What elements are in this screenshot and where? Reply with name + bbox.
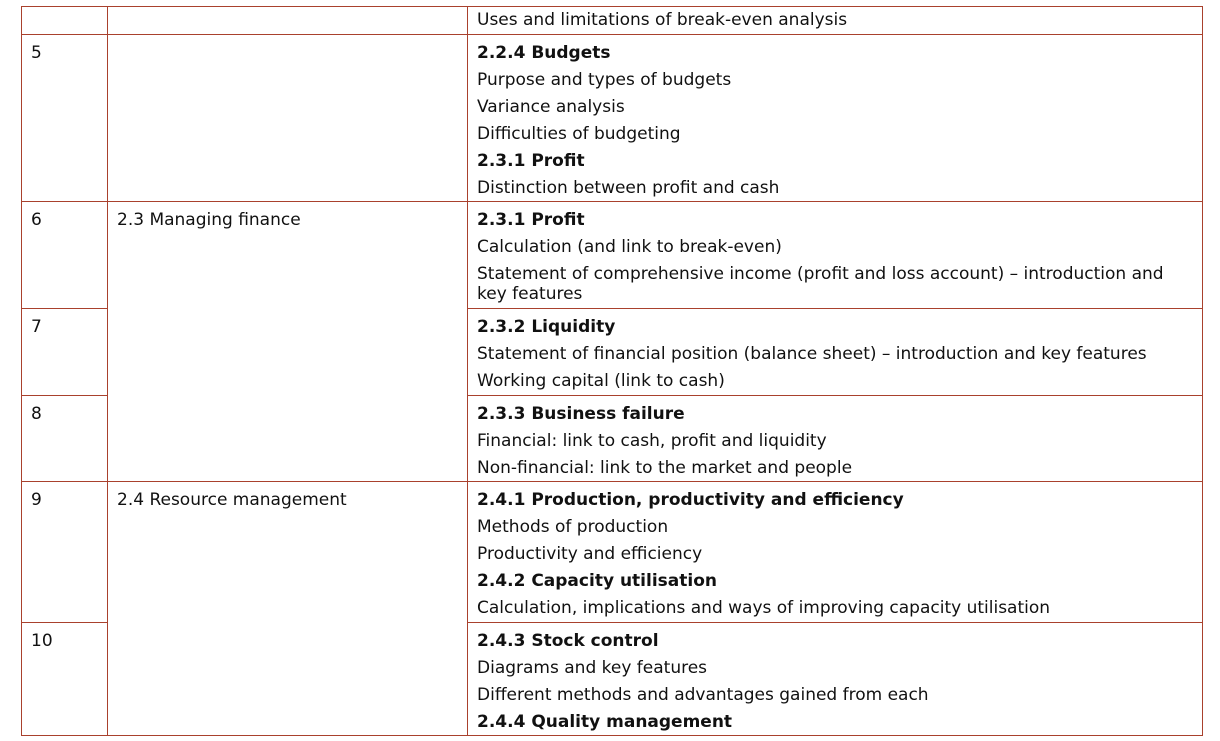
topic-label: 2.4 Resource management: [117, 490, 347, 510]
content-heading: 2.4.2 Capacity utilisation: [477, 571, 717, 591]
content-heading: 2.3.2 Liquidity: [477, 317, 616, 337]
week-number: 10: [31, 631, 53, 651]
week-number: 9: [31, 490, 42, 510]
border-row-3b: [467, 308, 1203, 309]
content-line: Calculation, implications and ways of improving capacity utilisation: [477, 598, 1051, 618]
border-col-1: [107, 6, 108, 736]
border-col-2: [467, 6, 468, 736]
border-row-6b: [467, 622, 1203, 623]
content-line: Financial: link to cash, profit and liquidity: [477, 431, 827, 451]
content-line: Diagrams and key features: [477, 658, 708, 678]
content-line: Statement of comprehensive income (profit and loss account) – introduction and key features: [477, 264, 1164, 304]
week-number: 6: [31, 210, 42, 230]
border-row-bottom: [21, 735, 1203, 736]
border-row-top: [21, 6, 1203, 7]
border-row-4: [21, 395, 107, 396]
content-line: Statement of financial position (balance sheet) – introduction and key features: [477, 344, 1147, 364]
content-heading: 2.3.1 Profit: [477, 210, 585, 230]
border-row-5: [21, 481, 1203, 482]
content-heading: 2.2.4 Budgets: [477, 43, 611, 63]
week-number: 8: [31, 404, 42, 424]
content-heading: 2.4.1 Production, productivity and efficiency: [477, 490, 904, 510]
content-line: Variance analysis: [477, 97, 625, 117]
border-row-3: [21, 308, 107, 309]
content-line: Non-financial: link to the market and people: [477, 458, 853, 478]
content-line: Purpose and types of budgets: [477, 70, 732, 90]
border-col-right: [1202, 6, 1203, 736]
content-heading: 2.4.3 Stock control: [477, 631, 659, 651]
content-line: Methods of production: [477, 517, 669, 537]
content-line: Uses and limitations of break-even analysis: [477, 10, 848, 30]
content-line: Working capital (link to cash): [477, 371, 725, 391]
week-number: 5: [31, 43, 42, 63]
border-row-4b: [467, 395, 1203, 396]
border-row-6: [21, 622, 107, 623]
content-heading: 2.3.1 Profit: [477, 151, 585, 171]
border-row-1: [21, 34, 1203, 35]
content-heading: 2.3.3 Business failure: [477, 404, 685, 424]
border-col-left: [21, 6, 22, 736]
content-line: Calculation (and link to break-even): [477, 237, 782, 257]
content-line: Different methods and advantages gained from each: [477, 685, 929, 705]
content-line: Difficulties of budgeting: [477, 124, 681, 144]
content-heading: 2.4.4 Quality management: [477, 712, 733, 732]
content-line: Distinction between profit and cash: [477, 178, 780, 198]
border-row-2: [21, 201, 1203, 202]
week-number: 7: [31, 317, 42, 337]
topic-label: 2.3 Managing finance: [117, 210, 301, 230]
content-line: Productivity and efficiency: [477, 544, 703, 564]
